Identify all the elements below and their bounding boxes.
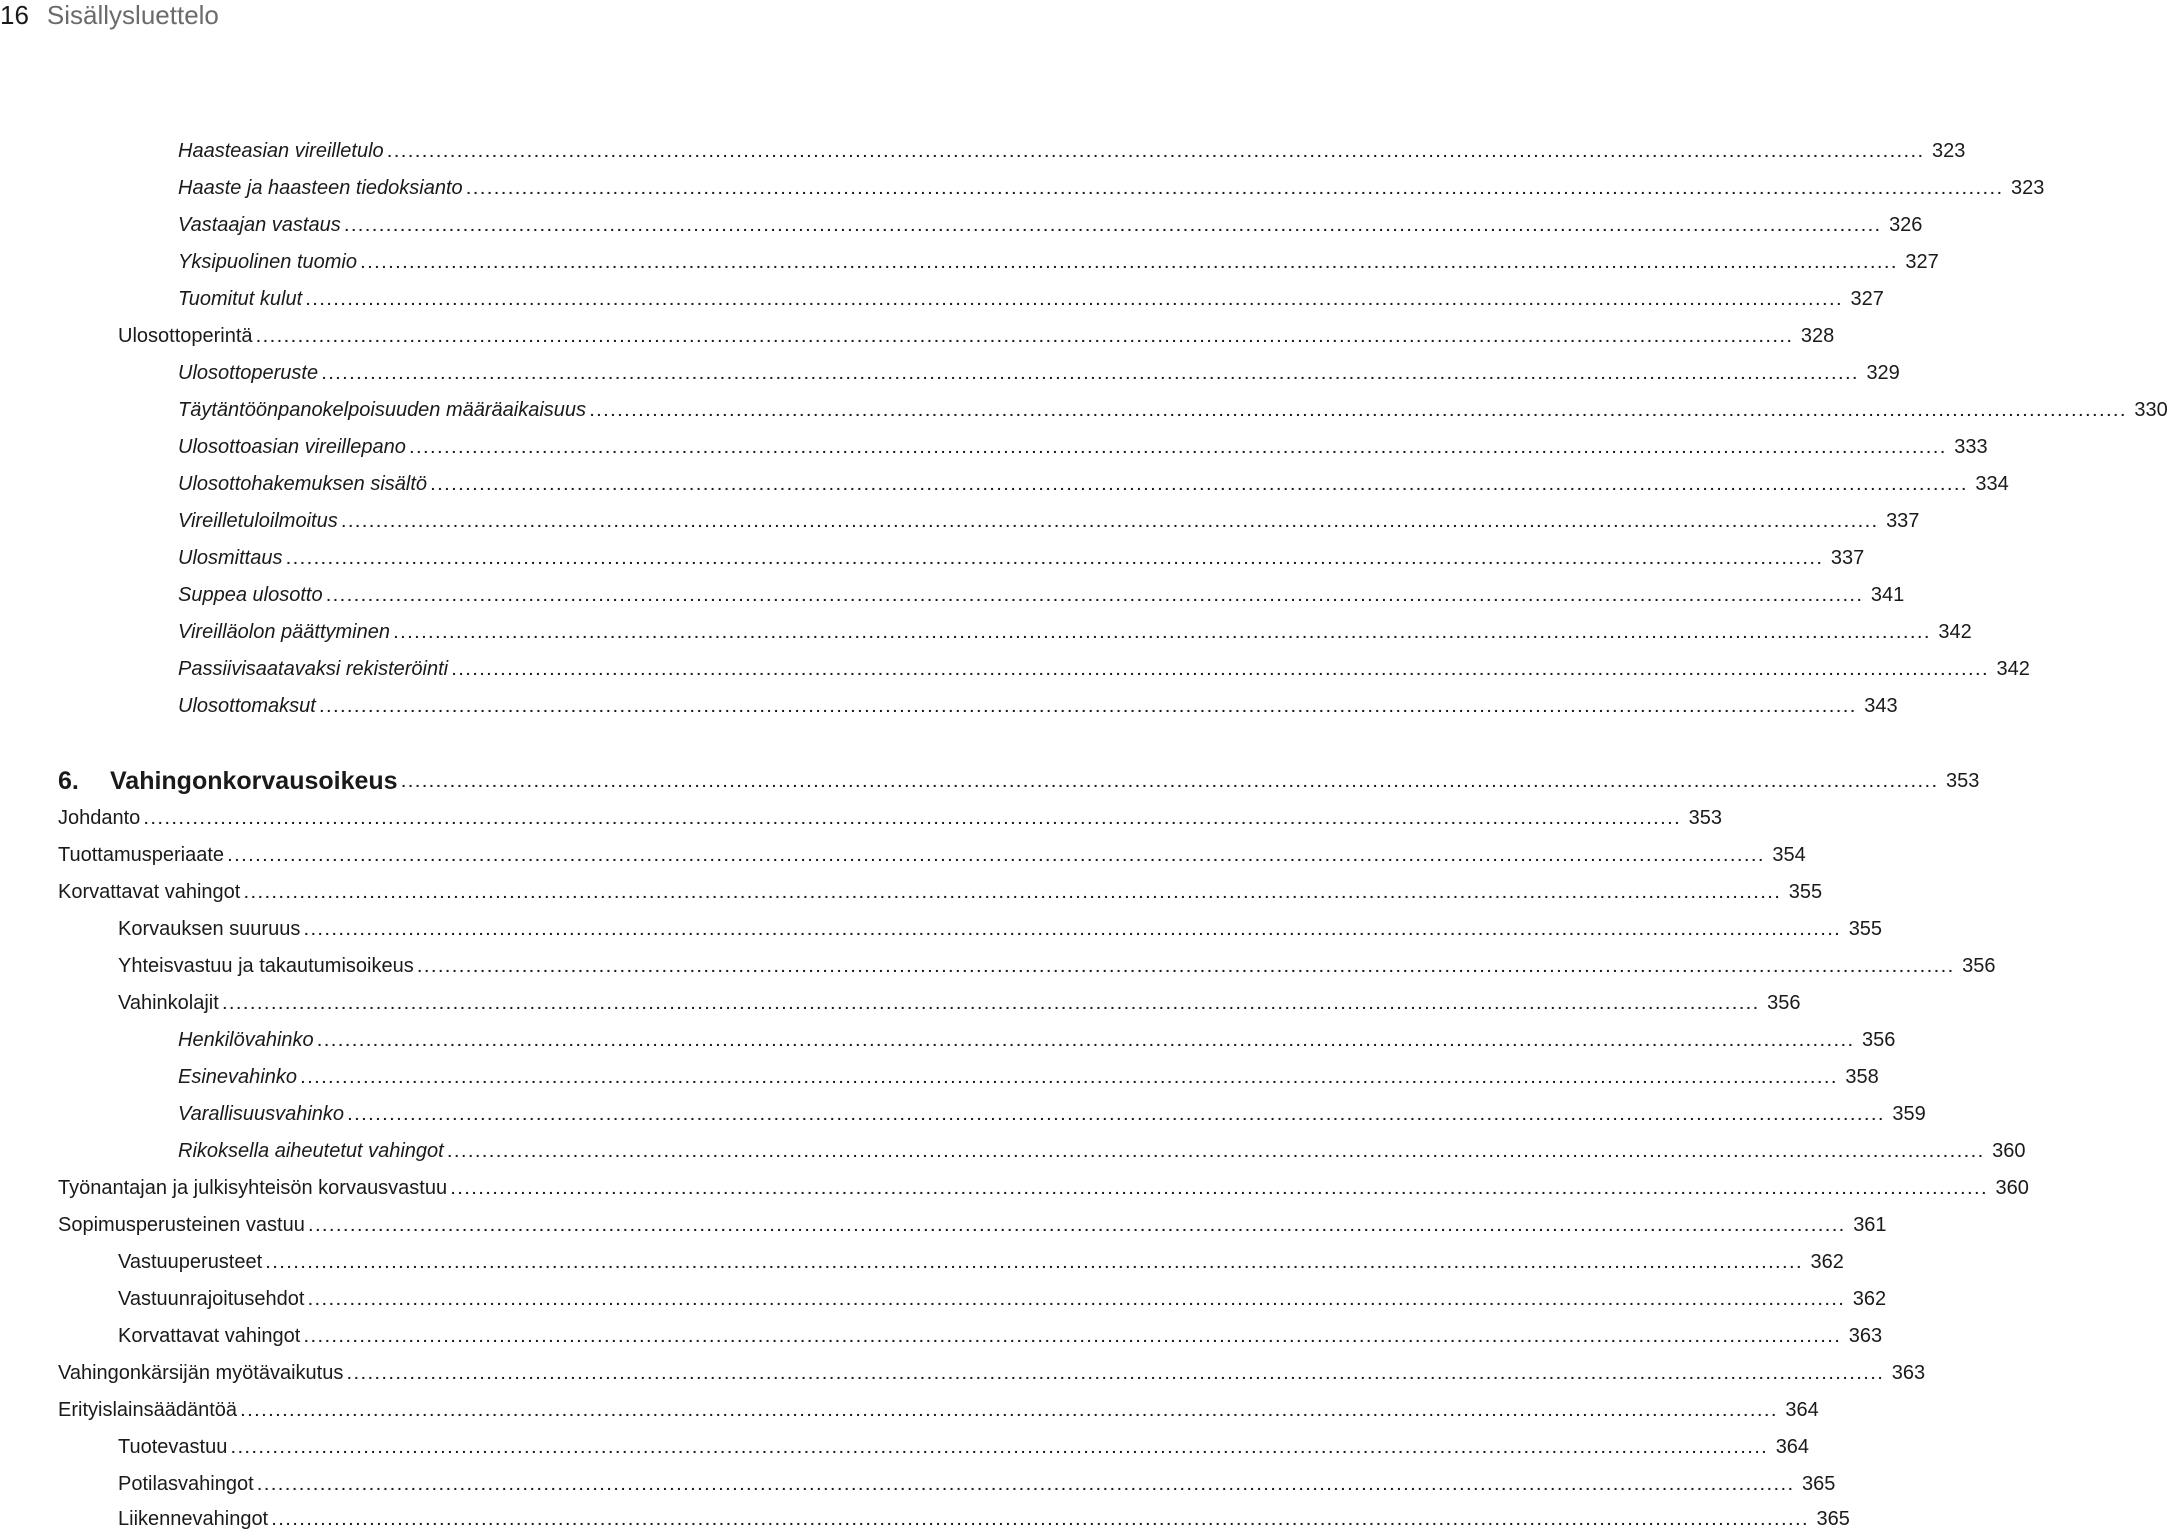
toc-entry[interactable]: Ulosottoasian vireillepano ............................................................................................................................................................................................................................ 333	[178, 436, 1988, 458]
toc-entry[interactable]: Esinevahinko ............................................................................................................................................................................................................................ 358	[178, 1066, 1879, 1088]
toc-entry[interactable]: Ulosottoperuste ............................................................................................................................................................................................................................ 329	[178, 362, 1900, 384]
toc-entry[interactable]: Täytäntöönpanokelpoisuuden määräaikaisuus ............................................................................................................................................................................................................................ 330	[178, 399, 2168, 421]
toc-entry[interactable]: Vastaajan vastaus ............................................................................................................................................................................................................................ 326	[178, 214, 1923, 236]
toc-entry[interactable]: Liikennevahingot ............................................................................................................................................................................................................................ 365	[118, 1508, 1850, 1530]
toc-entry[interactable]: Tuomitut kulut ............................................................................................................................................................................................................................ 327	[178, 288, 1884, 310]
toc-entry[interactable]: Henkilövahinko ............................................................................................................................................................................................................................ 356	[178, 1029, 1896, 1051]
toc-entry[interactable]: Tuotevastuu ............................................................................................................................................................................................................................ 364	[118, 1436, 1810, 1458]
toc-entry[interactable]: Ulosottoperintä ............................................................................................................................................................................................................................ 328	[118, 325, 1835, 347]
toc-entry[interactable]: Työnantajan ja julkisyhteisön korvausvastuu ............................................................................................................................................................................................................................ 360	[58, 1177, 2029, 1199]
toc-entry[interactable]: Ulosottomaksut ............................................................................................................................................................................................................................ 343	[178, 695, 1898, 717]
toc-entry[interactable]: Rikoksella aiheutetut vahingot ............................................................................................................................................................................................................................ 360	[178, 1140, 2026, 1162]
page-header	[0, 0, 219, 30]
toc-entry[interactable]: Haasteasian vireilletulo ............................................................................................................................................................................................................................ 323	[178, 140, 1966, 162]
toc-entry[interactable]: Ulosmittaus ............................................................................................................................................................................................................................ 337	[178, 547, 1865, 569]
toc-entry[interactable]: Yksipuolinen tuomio ............................................................................................................................................................................................................................ 327	[178, 251, 1939, 273]
toc-entry[interactable]: Potilasvahingot ............................................................................................................................................................................................................................ 365	[118, 1473, 1836, 1495]
toc-entry[interactable]: Vireilletuloilmoitus ............................................................................................................................................................................................................................ 337	[178, 510, 1920, 532]
toc-entry[interactable]: Korvattavat vahingot ............................................................................................................................................................................................................................ 355	[58, 881, 1823, 903]
toc-entry[interactable]: Yhteisvastuu ja takautumisoikeus ............................................................................................................................................................................................................................ 356	[118, 955, 1996, 977]
page-number: 16	[0, 0, 29, 30]
toc-entry[interactable]: Passiivisaatavaksi rekisteröinti ............................................................................................................................................................................................................................ 342	[178, 658, 2030, 680]
toc-entry[interactable]: Vastuunrajoitusehdot ............................................................................................................................................................................................................................ 362	[118, 1288, 1887, 1310]
toc-entry[interactable]: Erityislainsäädäntöä ............................................................................................................................................................................................................................ 364	[58, 1399, 1819, 1421]
toc-entry[interactable]: Sopimusperusteinen vastuu ............................................................................................................................................................................................................................ 361	[58, 1214, 1887, 1236]
page-title: Sisällysluettelo	[46, 0, 219, 30]
toc-entry[interactable]: Vastuuperusteet ............................................................................................................................................................................................................................ 362	[118, 1251, 1844, 1273]
chapter-number: 6.	[58, 767, 79, 795]
toc-entry[interactable]: Varallisuusvahinko ............................................................................................................................................................................................................................ 359	[178, 1103, 1926, 1125]
toc-entry[interactable]: Korvattavat vahingot ............................................................................................................................................................................................................................ 363	[118, 1325, 1883, 1347]
chapter-title: Vahingonkorvausoikeus	[110, 767, 398, 795]
toc-entry[interactable]: Vireilläolon päättyminen ............................................................................................................................................................................................................................ 342	[178, 621, 1972, 643]
toc-entry[interactable]: Ulosottohakemuksen sisältö ............................................................................................................................................................................................................................ 334	[178, 473, 2009, 495]
toc-entry[interactable]: Tuottamusperiaate ............................................................................................................................................................................................................................ 354	[58, 844, 1806, 866]
toc-entry[interactable]: Korvauksen suuruus ............................................................................................................................................................................................................................ 355	[118, 918, 1883, 940]
toc-entry[interactable]: Johdanto ............................................................................................................................................................................................................................ 353	[58, 807, 1723, 829]
toc-chapter-entry[interactable]: 6. Vahingonkorvausoikeus ............................................................................................................................................................................................................................ 353	[58, 767, 1980, 795]
toc-entry[interactable]: Vahingonkärsijän myötävaikutus ............................................................................................................................................................................................................................ 363	[58, 1362, 1926, 1384]
toc-entry[interactable]: Vahinkolajit ............................................................................................................................................................................................................................ 356	[118, 992, 1801, 1014]
toc-entry[interactable]: Suppea ulosotto ............................................................................................................................................................................................................................ 341	[178, 584, 1905, 606]
toc-entry[interactable]: Haaste ja haasteen tiedoksianto ............................................................................................................................................................................................................................ 323	[178, 177, 2045, 199]
